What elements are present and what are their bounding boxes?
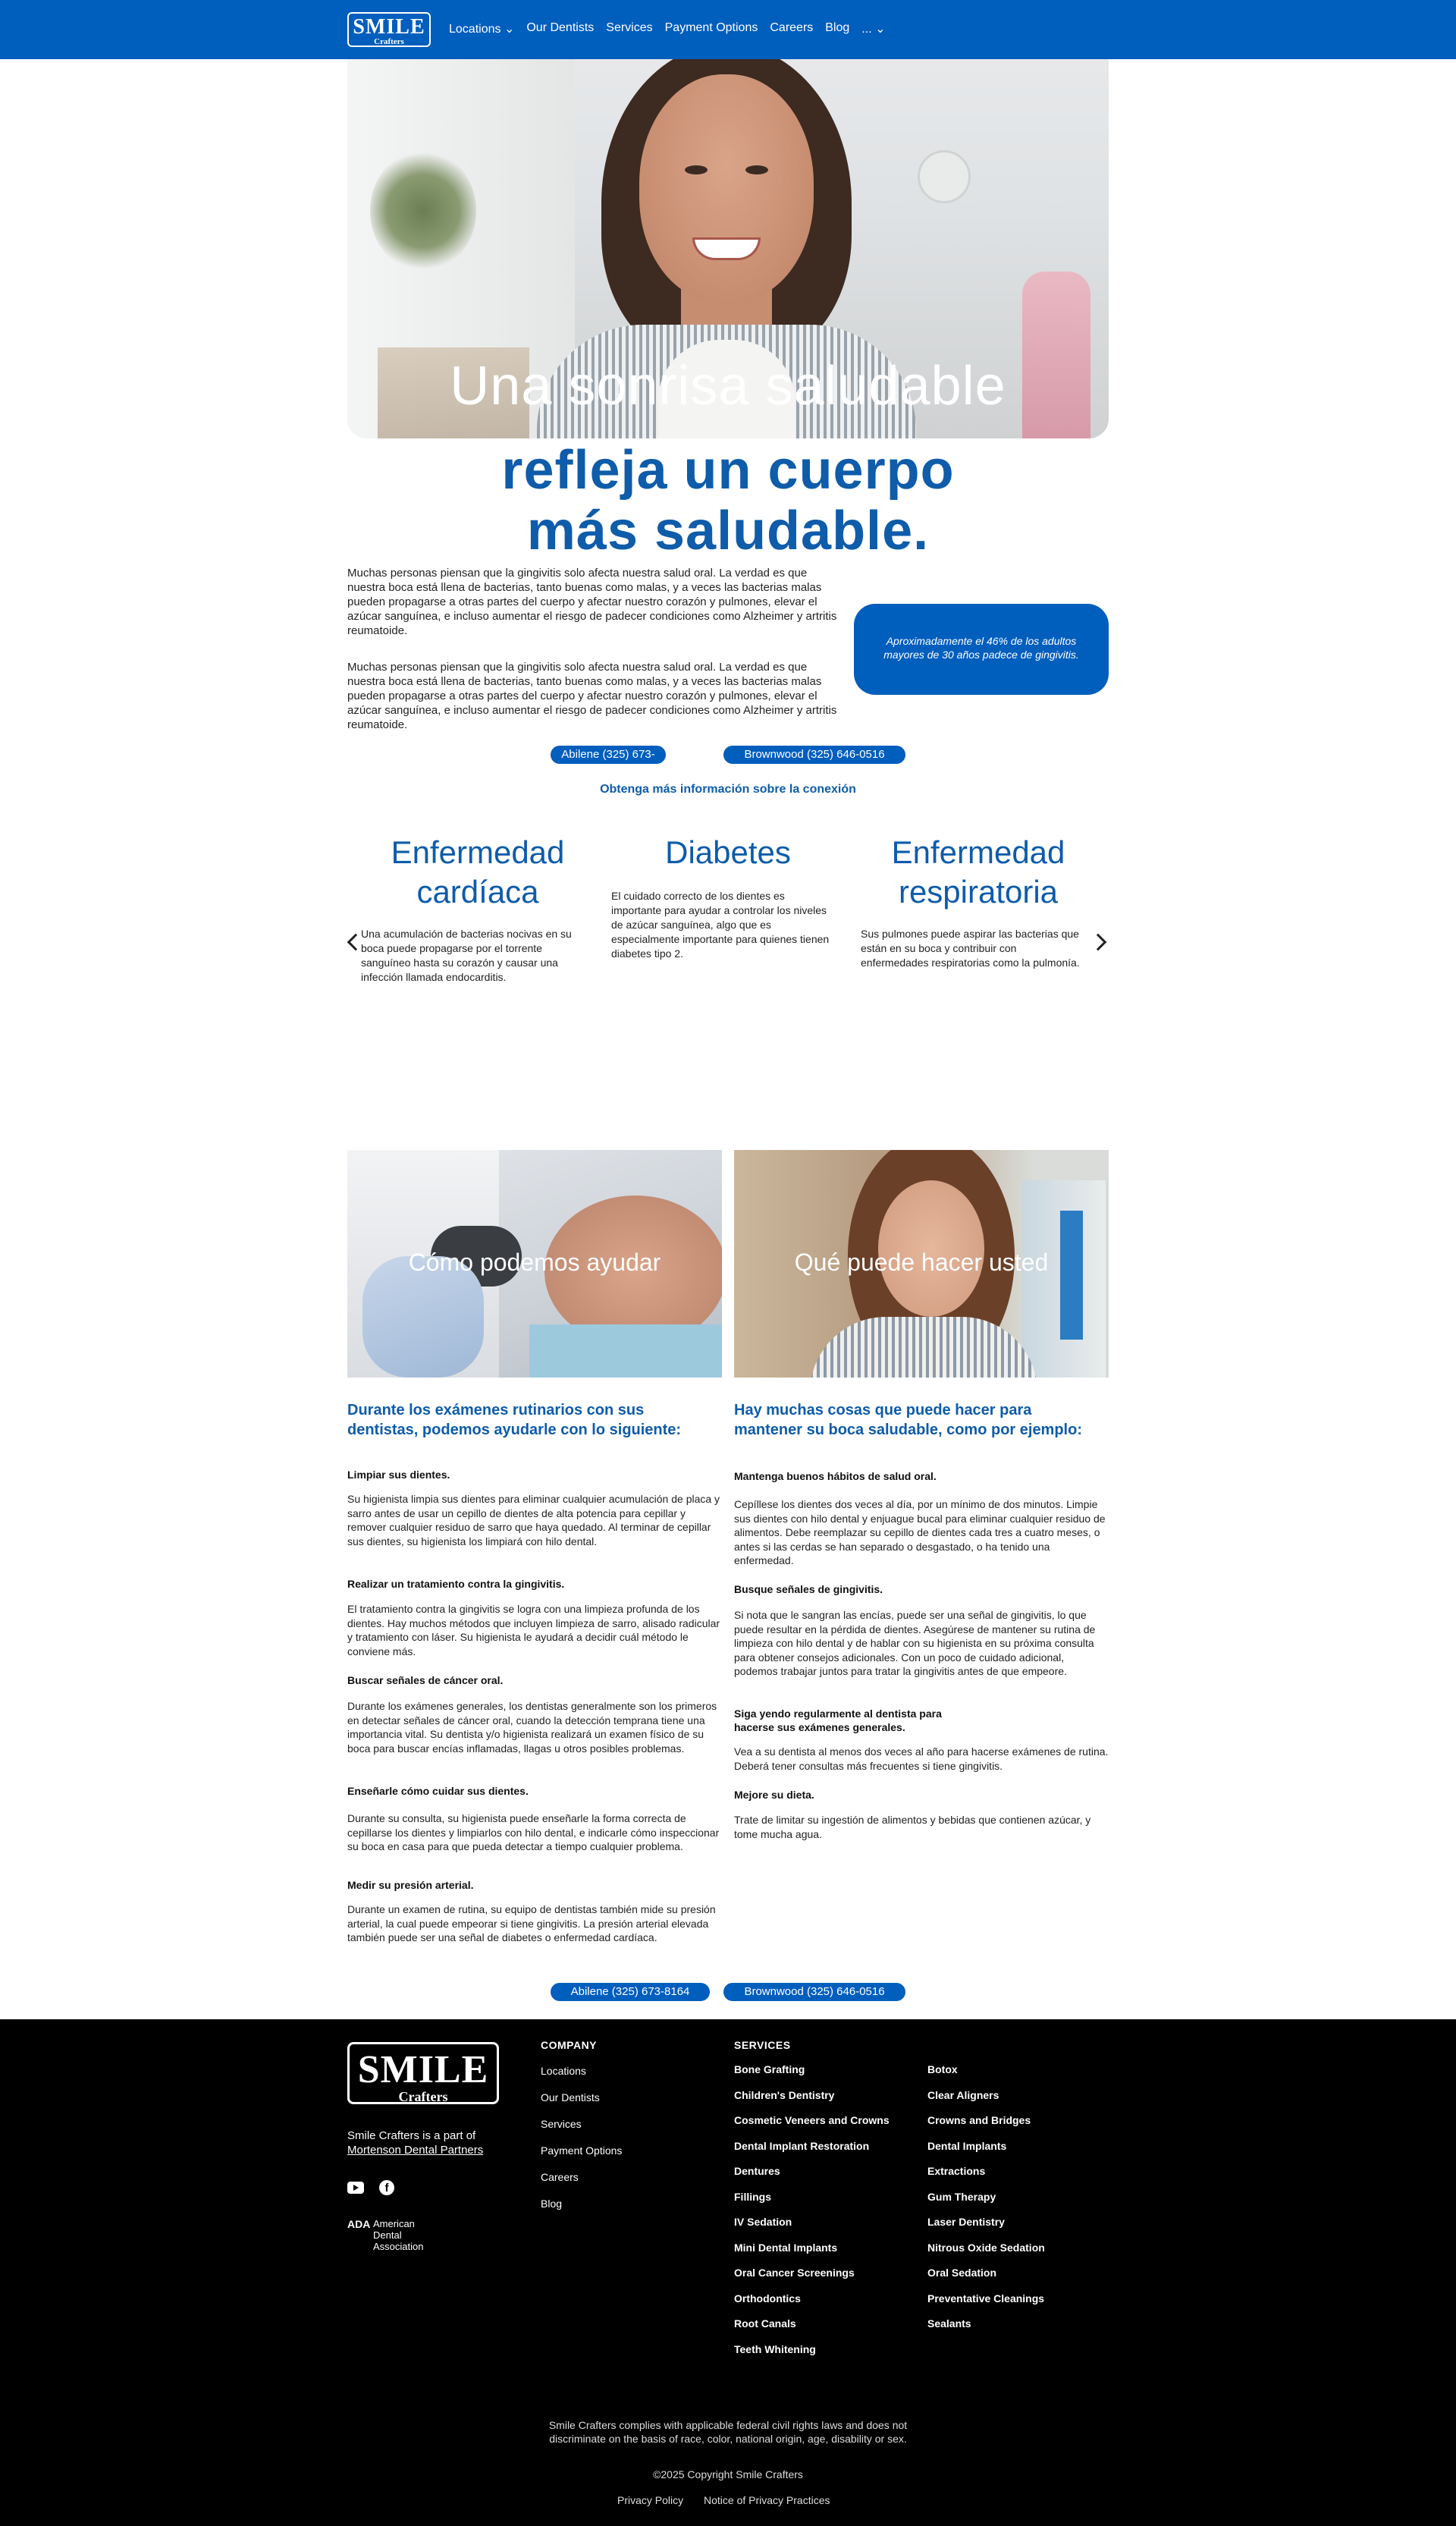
page-title bbox=[347, 440, 1109, 561]
footer-service-link[interactable]: Oral Cancer Screenings bbox=[734, 2267, 855, 2279]
footer-service-link[interactable]: Bone Grafting bbox=[734, 2063, 805, 2075]
nav-link-careers[interactable]: Careers bbox=[770, 21, 814, 34]
phone-brownwood-button-bottom[interactable]: Brownwood (325) 646-0516 bbox=[723, 1983, 905, 2001]
footer-service-link[interactable]: Sealants bbox=[927, 2317, 971, 2330]
intro-paragraph-2: Muchas personas piensan que la gingivitis solo afecta nuestra salud oral. La verdad es que nuestra boca está llena de bacterias, tanto buenas como malas, y a veces las bacterias malas pueden propagarse a otras partes del cuerpo y afectar nuestro corazón y pulmones, elevar el azúcar sanguínea, e incluso aumentar el riesgo de padecer condiciones como Alzheimer y artritis reumatoide. bbox=[347, 661, 837, 731]
left-item-3-title: Buscar señales de cáncer oral. bbox=[347, 1674, 504, 1686]
left-item-2-title: Realizar un tratamiento contra la gingivitis. bbox=[347, 1578, 565, 1590]
right-column-heading: Hay muchas cosas que puede hacer para mantener su boca saludable, como por ejemplo: bbox=[734, 1402, 1082, 1438]
logo-main-text: SMILE bbox=[353, 15, 425, 39]
footer-link-locations[interactable]: Locations bbox=[541, 2065, 586, 2077]
right-item-2-title: Busque señales de gingivitis. bbox=[734, 1583, 883, 1595]
footer bbox=[0, 2019, 1456, 2526]
carousel-text-diabetes: El cuidado correcto de los dientes es importante para ayudar a controlar los niveles de azúcar sanguínea, algo que es especialmente importante para quienes tienen diabetes tipo 2. bbox=[611, 890, 830, 960]
hero-image bbox=[347, 59, 1109, 438]
footer-logo-main-text: SMILE bbox=[357, 2048, 489, 2091]
photo-label-how-we-help: Cómo podemos ayudar bbox=[408, 1249, 661, 1276]
footer-service-link[interactable]: Botox bbox=[927, 2063, 958, 2075]
footer-company-heading: COMPANY bbox=[541, 2039, 598, 2051]
left-item-4-text: Durante su consulta, su higienista puede enseñarle la forma correcta de cepillarse los dientes y limpiarlos con hilo dental, e indicarle cómo inspeccionar su boca en casa para que pueda detectar a tiempo cualquier problema. bbox=[347, 1812, 720, 1852]
photo-label-what-you-can-do: Qué puede hacer usted bbox=[794, 1249, 1049, 1276]
footer-service-link[interactable]: Dentures bbox=[734, 2165, 780, 2177]
footer-service-link[interactable]: Gum Therapy bbox=[927, 2191, 996, 2203]
footer-link-services[interactable]: Services bbox=[541, 2118, 582, 2130]
footer-service-link[interactable]: Dental Implants bbox=[927, 2140, 1007, 2152]
footer-service-link[interactable]: Teeth Whitening bbox=[734, 2343, 816, 2355]
footer-services-heading: SERVICES bbox=[734, 2039, 791, 2051]
footer-service-link[interactable]: IV Sedation bbox=[734, 2216, 792, 2228]
footer-service-link[interactable]: Crowns and Bridges bbox=[927, 2114, 1031, 2126]
ada-logo: ADA bbox=[347, 2218, 371, 2230]
footer-service-link[interactable]: Extractions bbox=[927, 2165, 986, 2177]
footer-link-careers[interactable]: Careers bbox=[541, 2171, 579, 2183]
right-item-4-title: Mejore su dieta. bbox=[734, 1789, 814, 1801]
hero-bg-plant bbox=[370, 150, 476, 272]
footer-privacy-notice-link[interactable]: Notice of Privacy Practices bbox=[704, 2494, 830, 2506]
photo-what-you-can-do bbox=[734, 1150, 1109, 1378]
carousel-text-respiratory: Sus pulmones puede aspirar las bacterias que están en su boca y contribuir con enfermedades respiratorias como la pulmonía. bbox=[861, 928, 1080, 969]
nav-link-more[interactable]: ... ⌄ bbox=[861, 23, 886, 36]
right-item-2-text: Si nota que le sangran las encías, puede ser una señal de gingivitis, lo que puede resultar en la pérdida de dientes. Asegúrese de mantener su rutina de limpieza con hilo dental y de hablar con su higienista en su próxima consulta para obtener consejos adicionales. Con un poco de cuidado adicional, podemos trabajar juntos para tratar la gingivitis antes de que empeore. bbox=[734, 1609, 1096, 1677]
photo-patient-bib bbox=[529, 1324, 722, 1378]
nav-link-blog[interactable]: Blog bbox=[825, 21, 850, 34]
site-logo[interactable] bbox=[347, 12, 431, 47]
intro-paragraph-1: Muchas personas piensan que la gingivitis solo afecta nuestra salud oral. La verdad es que nuestra boca está llena de bacterias, tanto buenas como malas, y a veces las bacterias malas pueden propagarse a otras partes del cuerpo y afectar nuestro corazón y pulmones, elevar el azúcar sanguínea, e incluso aumentar el riesgo de padecer condiciones como Alzheimer y artritis reumatoide. bbox=[347, 567, 837, 637]
footer-compliance-text: Smile Crafters complies with applicable federal civil rights laws and does not discriminate on the basis of race, color, national origin, age, disability or sex. bbox=[548, 2419, 908, 2445]
footer-service-link[interactable]: Nitrous Oxide Sedation bbox=[927, 2242, 1045, 2254]
phone-brownwood-button[interactable]: Brownwood (325) 646-0516 bbox=[723, 746, 905, 764]
left-item-3-text: Durante los exámenes generales, los dentistas generalmente son los primeros en detectar señales de cáncer oral, cuando la detección temprana tiene una importancia vital. Su dentista y/o higienista realizará un examen físico de su boca para buscar encías inflamadas, llagas u otros posibles problemas. bbox=[347, 1700, 717, 1755]
page-title-line1: refleja un cuerpo bbox=[501, 440, 955, 501]
footer-service-link[interactable]: Children's Dentistry bbox=[734, 2089, 835, 2101]
carousel-title-heart: Enfermedad cardíaca bbox=[391, 834, 565, 910]
ada-text: American Dental Association bbox=[373, 2218, 424, 2252]
right-item-1-text: Cepíllese los dientes dos veces al día, por un mínimo de dos minutos. Limpie sus dientes con hilo dental y enjuague bucal para eliminar cualquier residuo de alimentos. Debe reemplazar su cepillo de dientes cada tres a cuatro meses, o antes si las cerdas se han separado o desgastado, o ha tenido una enfermedad. bbox=[734, 1498, 1106, 1566]
carousel-text-heart: Una acumulación de bacterias nocivas en su boca puede propagarse por el torrente sanguíneo hasta su corazón y causar una infección llamada endocarditis. bbox=[361, 928, 572, 983]
footer-logo[interactable] bbox=[347, 2042, 499, 2104]
carousel-title-respiratory: Enfermedad respiratoria bbox=[891, 834, 1065, 910]
footer-service-link[interactable]: Mini Dental Implants bbox=[734, 2242, 838, 2254]
hero-woman-eye-right bbox=[745, 165, 768, 174]
footer-service-link[interactable]: Laser Dentistry bbox=[927, 2216, 1005, 2228]
right-item-1-title: Mantenga buenos hábitos de salud oral. bbox=[734, 1470, 937, 1482]
nav-link-our-dentists[interactable]: Our Dentists bbox=[526, 21, 595, 34]
left-item-5-title: Medir su presión arterial. bbox=[347, 1879, 474, 1891]
facebook-icon[interactable]: f bbox=[379, 2180, 394, 2195]
phone-abilene-button-bottom[interactable]: Abilene (325) 673-8164 bbox=[551, 1983, 710, 2001]
phone-abilene-button[interactable]: Abilene (325) 673-8164 bbox=[551, 746, 666, 764]
footer-service-link[interactable]: Dental Implant Restoration bbox=[734, 2140, 870, 2152]
footer-service-link[interactable]: Fillings bbox=[734, 2191, 771, 2203]
nav-link-services[interactable]: Services bbox=[606, 21, 653, 34]
right-item-3-title: Siga yendo regularmente al dentista para hacerse sus exámenes generales. bbox=[734, 1708, 942, 1733]
hero-overlay-text: Una sonrisa saludable bbox=[450, 356, 1006, 416]
top-nav bbox=[0, 0, 1456, 59]
left-item-1-text: Su higienista limpia sus dientes para eliminar cualquier acumulación de placa y sarro antes de usar un cepillo de dientes de alta potencia para cepillar y remover cualquier residuo de sarro que haya quedado. Al terminar de cepillar sus dientes, su higienista los limpiará con hilo dental. bbox=[347, 1493, 720, 1547]
youtube-icon[interactable] bbox=[347, 2182, 364, 2194]
nav-link-payment-options[interactable]: Payment Options bbox=[664, 21, 758, 34]
left-item-1-title: Limpiar sus dientes. bbox=[347, 1469, 450, 1481]
footer-link-payment-options[interactable]: Payment Options bbox=[541, 2144, 623, 2157]
hero-bg-clock bbox=[918, 150, 971, 203]
nav-link-locations[interactable]: Locations ⌄ bbox=[449, 23, 515, 36]
connection-link[interactable]: Obtenga más información sobre la conexión bbox=[600, 783, 856, 796]
logo-sub-text: Crafters bbox=[374, 37, 404, 46]
footer-service-link[interactable]: Preventative Cleanings bbox=[927, 2292, 1045, 2305]
footer-copyright: ©2025 Copyright Smile Crafters bbox=[653, 2468, 803, 2480]
left-item-2-text: El tratamiento contra la gingivitis se logra con una limpieza profunda de los dientes. Hay muchos métodos que incluyen limpieza de sarro, alisado radicular y tratamiento con láser. Su higienista le ayudará a decidir cuál método le conviene más. bbox=[347, 1603, 720, 1657]
right-item-4-text: Trate de limitar su ingestión de alimentos y bebidas que contienen azúcar, y tome mucha agua. bbox=[734, 1814, 1091, 1840]
youtube-play-glyph bbox=[353, 2185, 359, 2191]
footer-logo-sub-text: Crafters bbox=[398, 2089, 448, 2104]
right-item-3-text: Vea a su dentista al menos dos veces al año para hacerse exámenes de rutina. Deberá tener consultas más frecuentes si tiene gingivitis. bbox=[734, 1745, 1109, 1772]
page-title-line2: más saludable. bbox=[526, 501, 930, 561]
hero-woman-eye-left bbox=[685, 165, 708, 174]
footer-partner-link[interactable]: Mortenson Dental Partners bbox=[347, 2144, 484, 2157]
left-item-5-text: Durante un examen de rutina, su equipo de dentistas también mide su presión arterial, la cual puede empeorar si tiene gingivitis. La presión arterial elevada también puede ser una señal de diabetes o enfermedad cardíaca. bbox=[347, 1903, 716, 1943]
carousel-next-icon[interactable] bbox=[1090, 934, 1107, 951]
footer-link-our-dentists[interactable]: Our Dentists bbox=[541, 2091, 600, 2103]
footer-service-link[interactable]: Oral Sedation bbox=[927, 2267, 997, 2279]
nav-links bbox=[449, 21, 885, 36]
footer-service-link[interactable]: Orthodontics bbox=[734, 2292, 801, 2305]
footer-service-link[interactable]: Cosmetic Veneers and Crowns bbox=[734, 2114, 890, 2126]
footer-service-link[interactable]: Clear Aligners bbox=[927, 2089, 999, 2101]
footer-service-link[interactable]: Root Canals bbox=[734, 2317, 796, 2330]
photo-woman-shirt bbox=[810, 1317, 1037, 1378]
left-column-heading: Durante los exámenes rutinarios con sus dentistas, podemos ayudarle con lo siguiente: bbox=[347, 1402, 682, 1438]
photo-how-we-help bbox=[347, 1150, 722, 1378]
left-item-4-title: Enseñarle cómo cuidar sus dientes. bbox=[347, 1785, 529, 1797]
stat-callout: Aproximadamente el 46% de los adultos mayores de 30 años padece de gingivitis. bbox=[854, 604, 1109, 695]
footer-part-of-text: Smile Crafters is a part of bbox=[347, 2129, 476, 2142]
footer-privacy-policy-link[interactable]: Privacy Policy bbox=[617, 2494, 684, 2506]
hero-woman-face bbox=[639, 74, 814, 302]
carousel-title-diabetes: Diabetes bbox=[665, 834, 791, 870]
footer-link-blog[interactable]: Blog bbox=[541, 2198, 563, 2210]
